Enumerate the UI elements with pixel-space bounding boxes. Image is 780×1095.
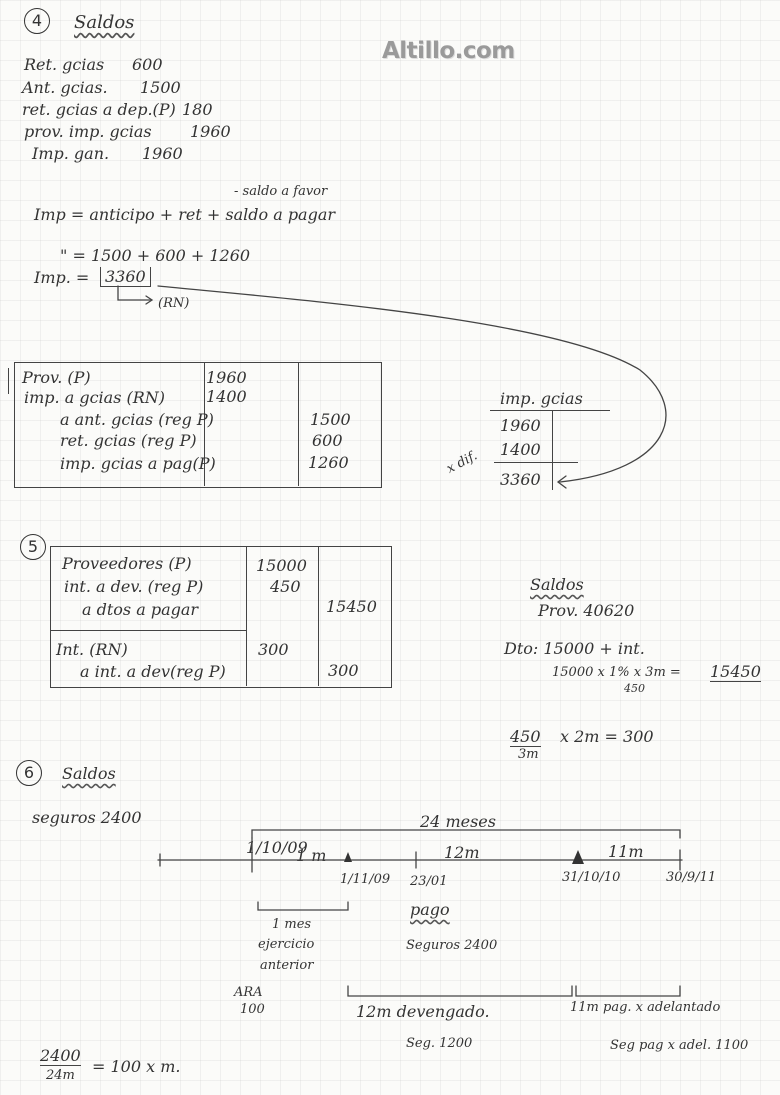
s4-imp-value: 3360 xyxy=(100,267,151,287)
s4-j-row-3-credit: 600 xyxy=(312,431,343,450)
s4-j-row-4-credit: 1260 xyxy=(308,453,349,472)
s5-calc-sub: 450 xyxy=(624,682,645,695)
s4-saldo-label-4: Imp. gan. xyxy=(32,144,110,163)
s6-date-4: 30/9/11 xyxy=(666,870,717,885)
s6-pago: pago xyxy=(410,900,450,919)
s4-rn-note: (RN) xyxy=(158,296,190,311)
s4-j-row-3-text: ret. gcias (reg P) xyxy=(60,431,197,450)
rn-arrow xyxy=(118,286,150,300)
s6-seg-1100: Seg pag x adel. 1100 xyxy=(610,1038,749,1053)
s6-mes-anterior-0: 1 mes xyxy=(272,917,312,932)
s4-saldo-label-1: Ant. gcias. xyxy=(22,78,108,97)
s4-saldo-label-0: Ret. gcias xyxy=(24,55,105,74)
s5-calc-line: 15000 x 1% x 3m = xyxy=(552,665,681,680)
s6-pago-sub: Seguros 2400 xyxy=(406,938,498,953)
s5-calc-result: 15450 xyxy=(710,662,761,681)
s6-segment-0: 1 m xyxy=(296,846,327,865)
s5-saldos-heading: Saldos xyxy=(530,575,584,594)
s6-date-2: 23/01 xyxy=(410,874,448,889)
s6-bottom-num: 2400 xyxy=(40,1046,81,1065)
s4-saldo-label-3: prov. imp. gcias xyxy=(24,122,152,141)
s5-j-row-4-credit: 300 xyxy=(328,661,359,680)
s6-bottom-rest: = 100 x m. xyxy=(92,1057,181,1076)
s4-j-row-1-text: imp. a gcias (RN) xyxy=(24,388,166,407)
s4-note-saldo-a-favor: - saldo a favor xyxy=(234,184,328,199)
s6-adelantado: 11m pag. x adelantado xyxy=(570,1000,721,1015)
s4-saldo-value-1: 1500 xyxy=(140,78,181,97)
s4-t-entry-2: 3360 xyxy=(500,470,541,489)
bracket-24-meses xyxy=(252,830,680,838)
marker-1-11-09 xyxy=(344,852,352,862)
s4-saldo-value-4: 1960 xyxy=(142,144,183,163)
s6-ara-1: 100 xyxy=(240,1002,265,1017)
s5-j-row-2-text: a dtos a pagar xyxy=(82,600,199,619)
s6-segment-1: 12m xyxy=(444,843,480,862)
s4-formula-values: " = 1500 + 600 + 1260 xyxy=(60,246,251,265)
s5-j-row-1-debit: 450 xyxy=(270,577,301,596)
marker-31-10-10 xyxy=(572,850,584,864)
s6-mes-anterior-2: anterior xyxy=(260,958,314,973)
s6-bottom-den: 24m xyxy=(46,1068,75,1083)
section-5-number: 5 xyxy=(20,534,46,560)
s5-j-row-2-credit: 15450 xyxy=(326,597,377,616)
s6-seg-1200: Seg. 1200 xyxy=(406,1036,473,1051)
s4-saldo-value-2: 180 xyxy=(182,100,213,119)
watermark: Altillo.com xyxy=(382,38,515,64)
section-6-heading: Saldos xyxy=(62,764,116,783)
bracket-1-mes xyxy=(258,902,348,910)
s4-j-row-2-credit: 1500 xyxy=(310,410,351,429)
s6-span-label: 24 meses xyxy=(420,812,496,831)
s4-j-row-0-text: Prov. (P) xyxy=(22,368,91,387)
s4-formula: Imp = anticipo + ret + saldo a pagar xyxy=(34,205,336,224)
s5-dto-line: Dto: 15000 + int. xyxy=(504,639,645,658)
s5-prov: Prov. 40620 xyxy=(538,601,635,620)
s4-imp-label: Imp. = xyxy=(34,268,90,287)
s4-saldo-label-2: ret. gcias a dep.(P) xyxy=(22,100,176,119)
s6-date-3: 31/10/10 xyxy=(562,870,621,885)
s6-date-0: 1/10/09 xyxy=(246,838,308,857)
s6-devengado: 12m devengado. xyxy=(356,1002,490,1021)
s6-mes-anterior-1: ejercicio xyxy=(258,937,315,952)
section-6-number: 6 xyxy=(16,760,42,786)
s5-j-row-4-text: a int. a dev(reg P) xyxy=(80,662,226,681)
s4-saldo-value-3: 1960 xyxy=(190,122,231,141)
s6-date-1: 1/11/09 xyxy=(340,872,391,887)
section-4-heading: Saldos xyxy=(74,12,135,33)
s4-j-row-2-text: a ant. gcias (reg P) xyxy=(60,410,214,429)
section-4-number: 4 xyxy=(24,8,50,34)
bracket-12m xyxy=(348,986,572,996)
s5-frac-num: 450 xyxy=(510,727,541,746)
s4-t-account-title: imp. gcias xyxy=(500,389,583,408)
s5-frac-rest: x 2m = 300 xyxy=(560,727,654,746)
s4-t-entry-0: 1960 xyxy=(500,416,541,435)
s4-j-row-0-debit: 1960 xyxy=(206,368,247,387)
s6-ara-0: ARA xyxy=(234,985,263,1000)
s5-j-row-0-debit: 15000 xyxy=(256,556,307,575)
s4-t-side-note: x dif. xyxy=(444,448,480,477)
s5-j-row-3-text: Int. (RN) xyxy=(56,640,128,659)
s5-j-row-0-text: Proveedores (P) xyxy=(62,554,192,573)
s5-frac-den: 3m xyxy=(518,747,539,762)
transfer-curve xyxy=(158,286,666,482)
s4-saldo-value-0: 600 xyxy=(132,55,163,74)
s5-j-row-3-debit: 300 xyxy=(258,640,289,659)
s5-j-row-1-text: int. a dev. (reg P) xyxy=(64,577,204,596)
s6-seguros: seguros 2400 xyxy=(32,808,142,827)
s4-t-entry-1: 1400 xyxy=(500,440,541,459)
bracket-11m xyxy=(576,986,680,996)
s4-j-row-4-text: imp. gcias a pag(P) xyxy=(60,454,216,473)
s6-segment-2: 11m xyxy=(608,842,644,861)
s4-j-row-1-debit: 1400 xyxy=(206,387,247,406)
